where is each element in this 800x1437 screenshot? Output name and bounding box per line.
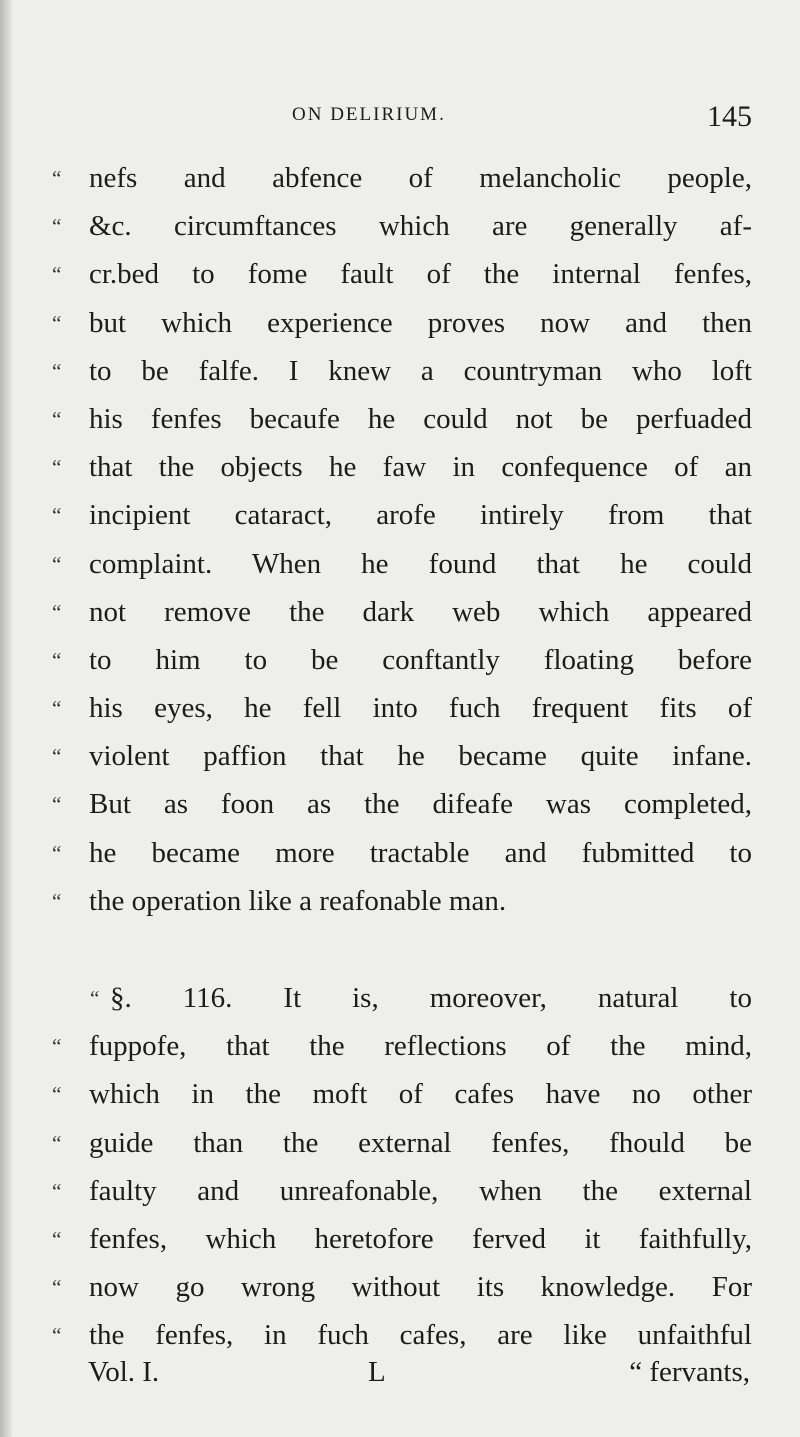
line-text: violent paffion that he became quite infane. bbox=[89, 740, 752, 773]
volume-label: Vol. I. bbox=[88, 1356, 160, 1388]
quote-mark: “ bbox=[52, 647, 62, 672]
quote-mark: “ bbox=[52, 455, 62, 480]
line-text: fuppofe, that the reflections of the mind, bbox=[89, 1030, 752, 1063]
line-text: nefs and abfence of melancholic people, bbox=[89, 162, 752, 194]
text-line bbox=[52, 829, 752, 877]
quote-mark: “ bbox=[52, 1178, 62, 1203]
line-text: the fenfes, in fuch cafes, are like unfaithful bbox=[89, 1319, 752, 1352]
line-text: fenfes, which heretofore ferved it faithfully, bbox=[89, 1222, 752, 1255]
line-text: incipient cataract, arofe intirely from that bbox=[89, 499, 752, 532]
line-text: that the objects he faw in confequence of an bbox=[89, 451, 752, 484]
quote-mark: “ bbox=[52, 744, 62, 769]
quote-mark: “ bbox=[52, 599, 62, 624]
text-line bbox=[52, 202, 752, 250]
quote-mark: “ bbox=[90, 986, 100, 1010]
line-text: &c. circumftances which are generally af- bbox=[89, 210, 752, 243]
quote-mark: “ bbox=[52, 503, 62, 528]
quote-mark: “ bbox=[52, 406, 62, 431]
text-line bbox=[52, 1070, 752, 1118]
quote-mark: “ bbox=[52, 551, 62, 576]
quote-mark: “ bbox=[52, 840, 62, 865]
page-edge-shadow bbox=[0, 0, 12, 1437]
line-text: cr.bed to fome fault of the internal fenfes, bbox=[89, 258, 752, 291]
line-text: to him to be conftantly floating before bbox=[89, 643, 752, 676]
line-text: to be falfe. I knew a countryman who loft bbox=[89, 354, 752, 387]
text-line bbox=[52, 540, 752, 588]
line-text: his fenfes becaufe he could not be perfuaded bbox=[89, 402, 752, 435]
quote-mark: “ bbox=[52, 358, 62, 383]
page-header bbox=[0, 100, 800, 134]
paragraph-continued bbox=[52, 154, 752, 925]
text-line bbox=[52, 1022, 752, 1070]
quote-mark: “ bbox=[52, 696, 62, 721]
signature-mark: L bbox=[368, 1356, 386, 1388]
text-line bbox=[52, 636, 752, 684]
text-line bbox=[52, 1167, 752, 1215]
text-line bbox=[52, 491, 752, 539]
text-line bbox=[52, 1263, 752, 1311]
line-text: which in the moft of cafes have no other bbox=[89, 1078, 752, 1111]
quote-mark: “ bbox=[52, 1275, 62, 1300]
line-text: faulty and unreafonable, when the external bbox=[89, 1174, 752, 1207]
text-line bbox=[52, 1215, 752, 1263]
quote-mark: “ bbox=[52, 1130, 62, 1155]
line-text: But as foon as the difeafe was completed, bbox=[89, 788, 752, 821]
page-footer bbox=[0, 1356, 800, 1396]
line-text: he became more tractable and fubmitted to bbox=[89, 836, 752, 869]
text-line bbox=[52, 395, 752, 443]
line-text: not remove the dark web which appeared bbox=[89, 595, 752, 628]
quote-mark: “ bbox=[52, 1034, 62, 1059]
quote-mark: “ bbox=[52, 214, 62, 239]
text-line bbox=[52, 684, 752, 732]
text-line bbox=[52, 732, 752, 780]
line-text: complaint. When he found that he could bbox=[89, 547, 752, 580]
line-text: now go wrong without its knowledge. For bbox=[89, 1271, 752, 1304]
running-title: ON DELIRIUM. bbox=[292, 104, 446, 125]
quote-mark: “ bbox=[52, 166, 62, 190]
text-line bbox=[52, 588, 752, 636]
quote-mark: “ bbox=[52, 262, 62, 287]
text-line bbox=[52, 250, 752, 298]
quote-mark: “ bbox=[52, 792, 62, 817]
quote-mark: “ bbox=[52, 1323, 62, 1348]
text-line bbox=[52, 877, 752, 925]
page-number: 145 bbox=[707, 100, 752, 133]
catchword: “ fervants, bbox=[629, 1356, 750, 1388]
quote-mark: “ bbox=[52, 1226, 62, 1251]
line-text: his eyes, he fell into fuch frequent fits of bbox=[89, 692, 752, 725]
text-line bbox=[52, 780, 752, 828]
text-line bbox=[52, 1311, 752, 1359]
line-text: but which experience proves now and then bbox=[89, 306, 752, 339]
text-line bbox=[52, 1119, 752, 1167]
text-line bbox=[52, 974, 752, 1022]
text-line bbox=[52, 299, 752, 347]
quote-mark: “ bbox=[52, 888, 62, 913]
line-text: the operation like a reafonable man. bbox=[89, 884, 507, 917]
quote-mark: “ bbox=[52, 310, 62, 335]
line-text: §. 116. It is, moreover, natural to bbox=[110, 982, 752, 1014]
text-line bbox=[52, 443, 752, 491]
text-line bbox=[52, 154, 752, 202]
line-text: guide than the external fenfes, fhould be bbox=[89, 1126, 752, 1159]
text-line bbox=[52, 347, 752, 395]
quote-mark: “ bbox=[52, 1082, 62, 1107]
paragraph-section-116 bbox=[52, 974, 752, 1360]
